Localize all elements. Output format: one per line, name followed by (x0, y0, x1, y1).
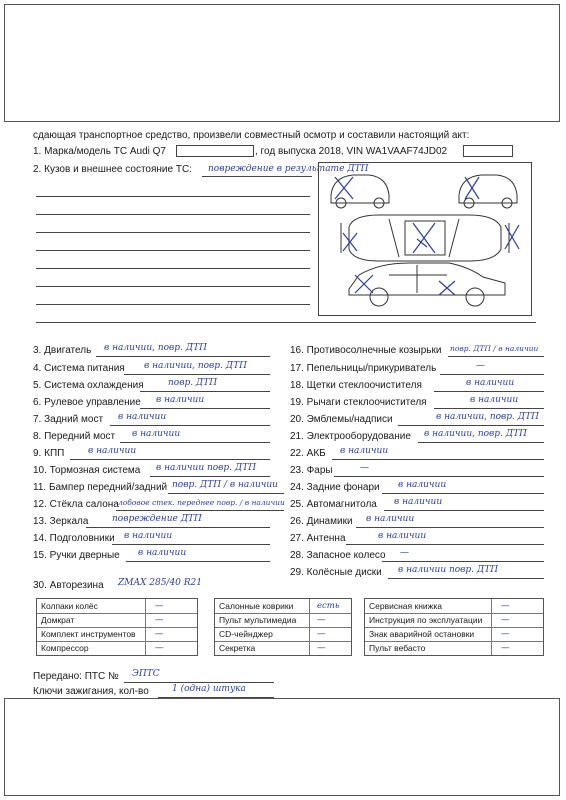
item-value: повр. ДТП (168, 378, 218, 388)
item-value: в наличии (378, 531, 427, 541)
item-value: в наличии, повр. ДТП (424, 429, 527, 439)
item-label: 21. Электрооборудование (290, 431, 411, 442)
equipment-label: Салонные коврики (219, 601, 294, 611)
item-label: 18. Щетки стеклоочистителя (290, 380, 422, 391)
car-outline-drawing (319, 163, 533, 317)
body-condition-underline (202, 176, 312, 177)
item-value: в наличии (366, 514, 415, 524)
item-underline (120, 442, 270, 443)
item-value: — (476, 361, 485, 371)
item-underline (150, 476, 270, 477)
item-label: 4. Система питания (33, 363, 125, 374)
item-label: 22. АКБ (290, 448, 326, 459)
item-label: 26. Динамики (290, 516, 353, 527)
item-value: — (360, 463, 369, 473)
item-label: 17. Пепельницы/прикуриватель (290, 363, 437, 374)
equipment-value: — (317, 643, 326, 653)
item-label: 7. Задний мост (33, 414, 104, 425)
item-underline (140, 408, 270, 409)
vehicle-damage-diagram (318, 162, 532, 316)
item-underline (70, 459, 270, 460)
item-value: в наличии (394, 497, 443, 507)
equipment-value: — (155, 601, 164, 611)
blank-line (36, 214, 310, 215)
item-label: 13. Зеркала (33, 516, 89, 527)
equipment-label: Комплект инструментов (41, 629, 136, 639)
item-underline (434, 408, 544, 409)
item-underline (382, 493, 544, 494)
item-label: 25. Автомагнитола (290, 499, 377, 510)
item-value: в наличии (124, 531, 173, 541)
item-underline (140, 391, 270, 392)
item-underline (434, 391, 544, 392)
equipment-value: — (155, 615, 164, 625)
keys-value: 1 (одна) штука (172, 684, 246, 694)
table-row-line (37, 641, 197, 642)
item-label: 5. Система охлаждения (33, 380, 144, 391)
item-value: в наличии (340, 446, 389, 456)
item-underline (388, 578, 544, 579)
tires-label: 30. Авторезина (33, 580, 104, 591)
item-underline (384, 510, 544, 511)
item-label: 24. Задние фонари (290, 482, 380, 493)
vin-redacted-box (463, 145, 513, 157)
item-label: 16. Противосолнечные козырьки (290, 345, 442, 356)
equipment-value: — (317, 615, 326, 625)
item-value: в наличии повр. ДТП (398, 565, 499, 575)
item-value: в наличии (118, 412, 167, 422)
item-label: 27. Антенна (290, 533, 346, 544)
item-underline (398, 425, 544, 426)
equipment-table-2 (214, 598, 352, 656)
item-value: в наличии, повр. ДТП (104, 343, 207, 353)
item-label: 6. Рулевое управление (33, 397, 141, 408)
item-underline (334, 476, 544, 477)
item-value: в наличии повр. ДТП (156, 463, 257, 473)
item-label: 3. Двигатель (33, 345, 92, 356)
equipment-label: Секретка (219, 643, 256, 653)
table-row-line (365, 641, 543, 642)
table-row-line (365, 613, 543, 614)
item-underline (116, 510, 284, 511)
blank-line (36, 196, 310, 197)
pts-label: Передано: ПТС № (33, 671, 119, 682)
item-value: — (400, 548, 409, 558)
item-underline (96, 356, 270, 357)
make-model-redacted-box (176, 145, 254, 157)
equipment-label: Знак аварийной остановки (369, 629, 475, 639)
item-value: в наличии (398, 480, 447, 490)
blank-line (36, 232, 310, 233)
equipment-value: — (501, 615, 510, 625)
item-label: 10. Тормозная система (33, 465, 141, 476)
item-underline (126, 561, 270, 562)
blank-line (36, 268, 310, 269)
equipment-value: — (155, 629, 164, 639)
body-condition-value: повреждение в результате ДТП (208, 164, 369, 174)
item-value: в наличии (470, 395, 519, 405)
item-value: в наличии (88, 446, 137, 456)
item-label: 11. Бампер передний/задний (33, 482, 168, 493)
item-underline (332, 459, 544, 460)
blank-line (36, 250, 310, 251)
item-label: 15. Ручки дверные (33, 550, 120, 561)
item-value: повреждение ДТП (112, 514, 202, 524)
equipment-label: Инструкция по эксплуатации (369, 615, 483, 625)
item-value: повр. ДТП / в наличии (450, 344, 539, 353)
equipment-value: — (317, 629, 326, 639)
equipment-value: — (501, 629, 510, 639)
equipment-label: Сервисная книжка (369, 601, 442, 611)
item-underline (448, 356, 544, 357)
item-value: в наличии, повр. ДТП (144, 361, 247, 371)
item-underline (112, 544, 270, 545)
blank-line (36, 286, 310, 287)
item-value: в наличии (466, 378, 515, 388)
footer-blank-area (4, 698, 560, 796)
equipment-label: Пульт вебасто (369, 643, 426, 653)
item-value: в наличии (156, 395, 205, 405)
item-underline (86, 527, 270, 528)
equipment-table-1 (36, 598, 198, 656)
item-underline (346, 544, 544, 545)
equipment-value: — (155, 643, 164, 653)
item-value: в наличии (132, 429, 181, 439)
equipment-label: Колпаки колёс (41, 601, 98, 611)
header-blank-area (4, 4, 560, 122)
year-vin-label: , год выпуска 2018, VIN WA1VAAF74JD02 (255, 146, 448, 157)
equipment-value: — (501, 643, 510, 653)
item-value: лобовое стек. переднее повр. / в наличии (118, 498, 285, 507)
item-label: 28. Запасное колесо (290, 550, 386, 561)
item-label: 29. Колёсные диски (290, 567, 382, 578)
item-value: в наличии (138, 548, 187, 558)
pts-value: ЭПТС (132, 669, 160, 679)
table-row-line (37, 627, 197, 628)
make-model-label: 1. Марка/модель ТС Audi Q7 (33, 146, 166, 157)
equipment-label: Домкрат (41, 615, 75, 625)
equipment-label: Пульт мультимедиа (219, 615, 297, 625)
table-row-line (37, 613, 197, 614)
blank-line (36, 304, 310, 305)
equipment-label: Компрессор (41, 643, 89, 653)
body-condition-label: 2. Кузов и внешнее состояние ТС: (33, 164, 192, 175)
item-label: 19. Рычаги стеклоочистителя (290, 397, 427, 408)
item-label: 23. Фары (290, 465, 333, 476)
item-label: 20. Эмблемы/надписи (290, 414, 393, 425)
table-row-line (215, 641, 351, 642)
section-divider (36, 322, 536, 323)
tires-value: ZMAX 285/40 R21 (118, 578, 202, 588)
item-label: 12. Стёкла салона (33, 499, 119, 510)
table-row-line (215, 613, 351, 614)
item-underline (168, 493, 284, 494)
item-label: 14. Подголовники (33, 533, 115, 544)
item-value: повр. ДТП / в наличии (172, 480, 278, 490)
pts-underline (124, 682, 274, 683)
item-value: в наличии, повр. ДТП (436, 412, 539, 422)
item-underline (418, 442, 544, 443)
equipment-table-3 (364, 598, 544, 656)
item-underline (356, 527, 544, 528)
item-underline (124, 374, 270, 375)
equipment-value: есть (317, 601, 340, 611)
keys-underline (158, 697, 274, 698)
item-underline (382, 561, 544, 562)
table-row-line (365, 627, 543, 628)
table-row-line (215, 627, 351, 628)
equipment-value: — (501, 601, 510, 611)
item-label: 9. КПП (33, 448, 65, 459)
item-underline (440, 374, 544, 375)
item-label: 8. Передний мост (33, 431, 116, 442)
intro-text: сдающая транспортное средство, произвели совместный осмотр и составили настоящий акт: (33, 130, 470, 141)
keys-label: Ключи зажигания, кол-во (33, 686, 149, 697)
item-underline (110, 425, 270, 426)
equipment-label: CD-чейнджер (219, 629, 273, 639)
